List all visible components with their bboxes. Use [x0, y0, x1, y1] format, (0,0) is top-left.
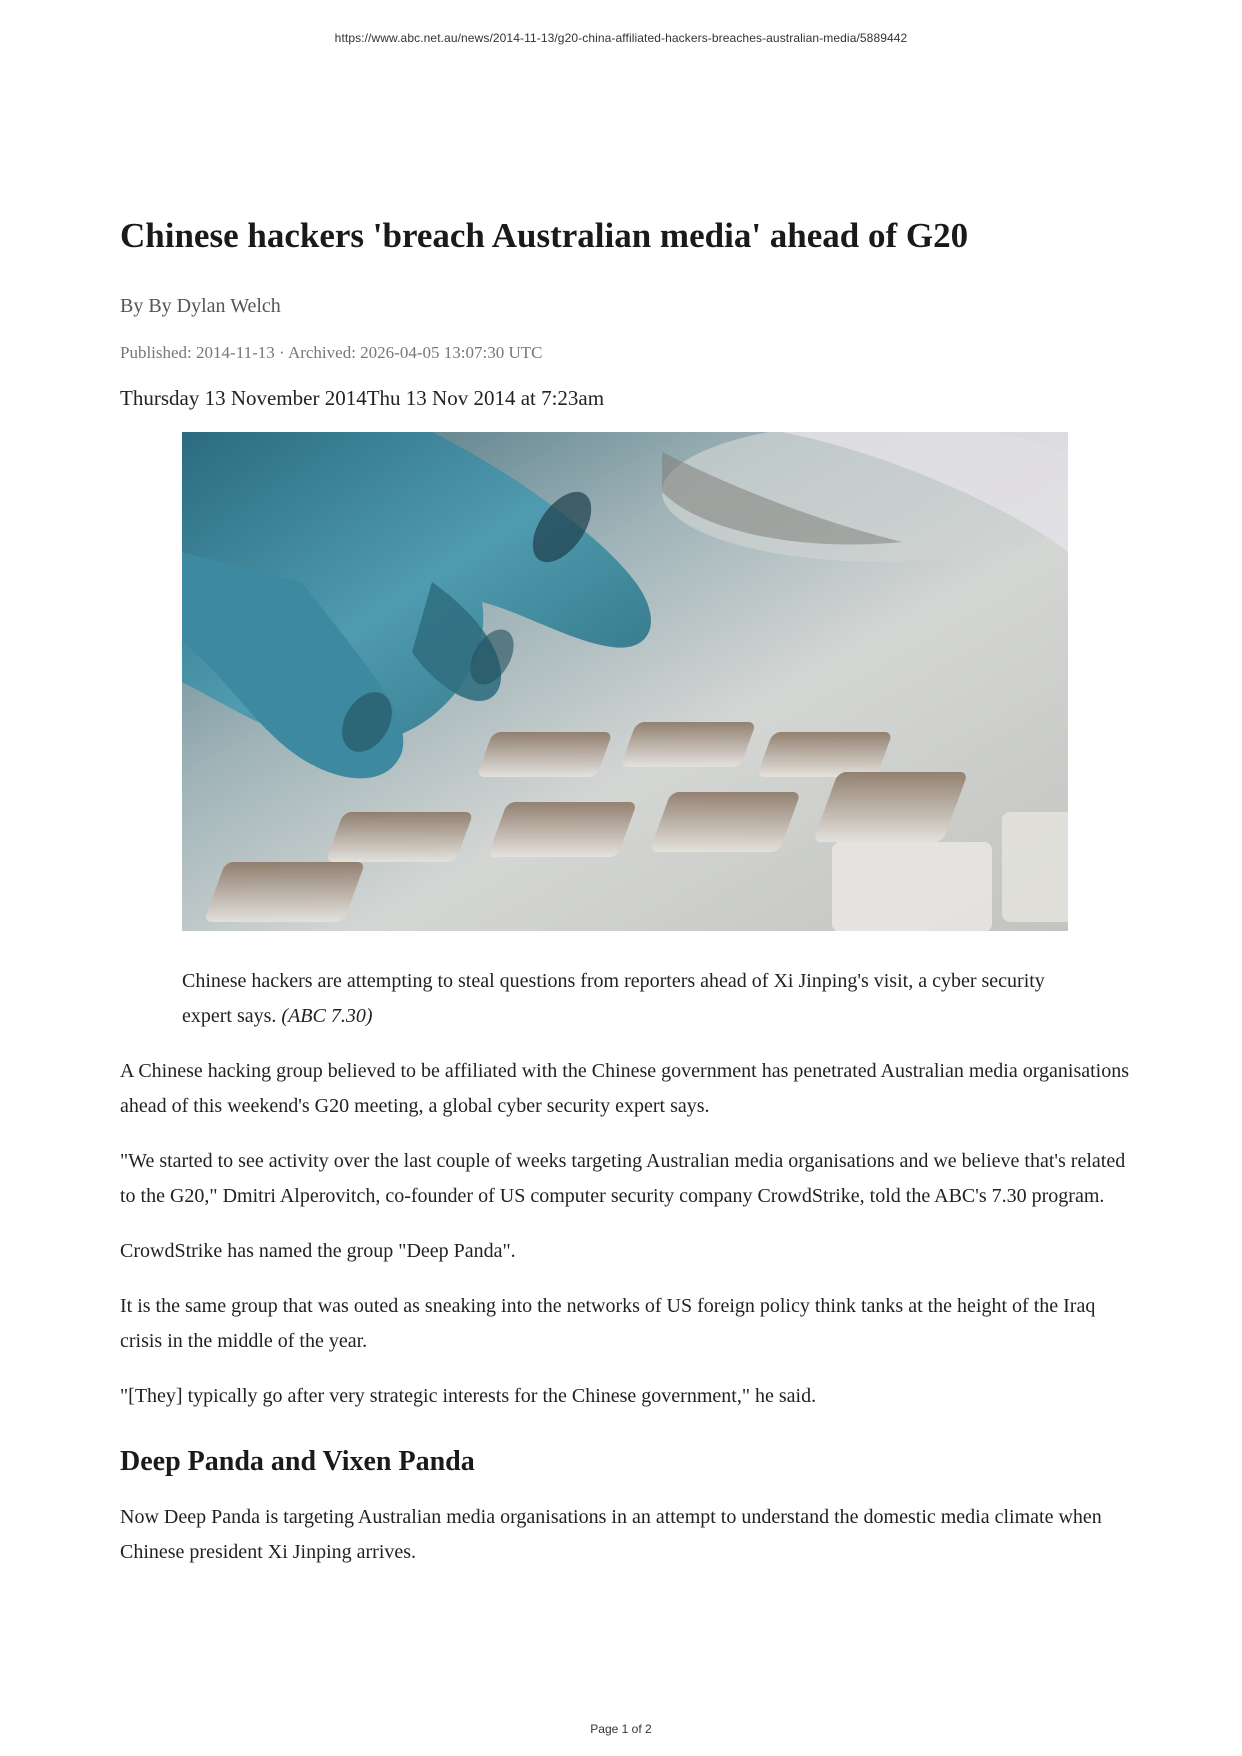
paragraph: Now Deep Panda is targeting Australian media organisations in an attempt to understand the domestic media climate when Chinese president Xi Jinping arrives.	[120, 1506, 1102, 1563]
paragraph: CrowdStrike has named the group "Deep Panda".	[120, 1240, 516, 1262]
publish-meta: Published: 2014-11-13 · Archived: 2026-04-05 13:07:30 UTC	[120, 343, 543, 362]
dateline: Thursday 13 November 2014Thu 13 Nov 2014 at 7:23am	[120, 386, 605, 410]
paragraph: "[They] typically go after very strategic interests for the Chinese government," he said.	[120, 1385, 817, 1407]
caption-credit: (ABC 7.30)	[281, 1005, 373, 1027]
hand-on-keyboard-photo	[182, 432, 1068, 931]
article-hero-image	[182, 432, 1068, 931]
page-url: https://www.abc.net.au/news/2014-11-13/g20-china-affiliated-hackers-breaches-australian-media/5889442	[334, 31, 908, 45]
article-title: Chinese hackers 'breach Australian media' ahead of G20	[120, 216, 969, 255]
byline: By By Dylan Welch	[120, 295, 281, 317]
paragraph: "We started to see activity over the last couple of weeks targeting Australian media organisations and we believe that's related to the G20," Dmitri Alperovitch, co-founder of US computer security company CrowdStrike, told the ABC's 7.30 program.	[120, 1150, 1126, 1207]
paragraph: It is the same group that was outed as sneaking into the networks of US foreign policy think tanks at the height of the Iraq crisis in the middle of the year.	[120, 1295, 1096, 1352]
article	[120, 212, 1130, 1570]
image-caption	[182, 964, 1082, 1034]
caption-text: Chinese hackers are attempting to steal questions from reporters ahead of Xi Jinping's visit, a cyber security expert says.	[182, 970, 1045, 1027]
paragraph: A Chinese hacking group believed to be affiliated with the Chinese government has penetrated Australian media organisations ahead of this weekend's G20 meeting, a global cyber security expert says.	[120, 1060, 1129, 1117]
section-heading: Deep Panda and Vixen Panda	[120, 1446, 475, 1477]
page-number: Page 1 of 2	[590, 1722, 652, 1736]
